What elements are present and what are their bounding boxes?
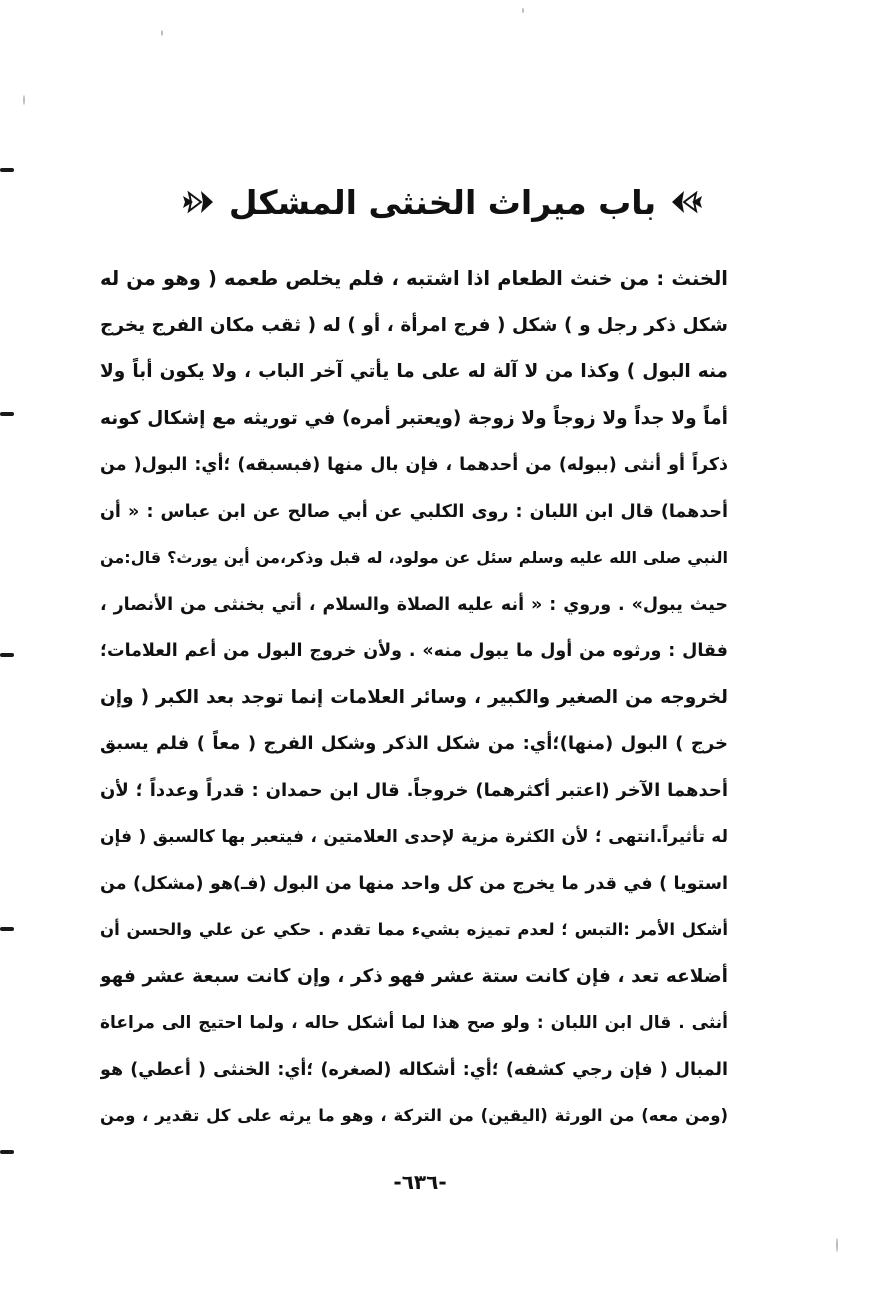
text-line: منه البول ) وكذا من لا آلة له على ما يأتي آخر الباب ، ولا يكون أباً ولا — [100, 361, 728, 382]
text-line: شكل ذكر رجل و ) شكل ( فرج امرأة ، أو ) له ( ثقب مكان الفرج يخرج — [100, 314, 728, 336]
text-line: المبال ( فإن رجي كشفه) ؛أي: أشكاله (لصغره) ؛أي: الخنثى ( أعطي) هو — [100, 1059, 728, 1080]
body-text — [100, 256, 728, 1156]
text-line: له تأثيراً.انتهى ؛ لأن الكثرة مزية لإحدى العلامتين ، فيتعبر بها كالسبق ( فإن — [100, 827, 728, 847]
ornament-left-icon — [181, 187, 215, 217]
scan-speck — [836, 1238, 838, 1252]
scan-speck — [522, 8, 524, 13]
text-line: الخنث : من خنث الطعام اذا اشتبه ، فلم يخلص طعمه ( وهو من له — [100, 267, 728, 290]
text-line: لخروجه من الصغير والكبير ، وسائر العلامات إنما توجد بعد الكبر ( وإن — [100, 686, 728, 708]
ornament-right-icon — [670, 187, 704, 217]
text-line: (ومن معه) من الورثة (اليقين) من التركة ، وهو ما يرثه على كل تقدير ، ومن — [100, 1106, 728, 1125]
margin-mark — [0, 1150, 14, 1154]
text-line: ذكراً أو أنثى (ببوله) من أحدهما ، فإن بال منها (فبسبقه) ؛أي: البول( من — [100, 455, 728, 475]
scan-speck — [161, 30, 163, 36]
page-number: -٦٣٦- — [393, 1170, 447, 1194]
text-line: أماً ولا جداً ولا زوجاً ولا زوجة (ويعتبر أمره) في توريثه مع إشكال كونه — [100, 407, 728, 429]
text-line: استويا ) في قدر ما يخرج من كل واحد منها من البول (فـ)هو (مشكل) من — [100, 873, 728, 894]
section-heading — [160, 172, 725, 232]
text-line: فقال : ورثوه من أول ما يبول منه» . ولأن خروج البول من أعم العلامات؛ — [100, 641, 728, 661]
text-line: أحدهما) قال ابن اللبان : روى الكلبي عن أبي صالح عن ابن عباس : « أن — [100, 501, 728, 522]
margin-mark — [0, 653, 14, 657]
text-line: أضلاعه تعد ، فإن كانت ستة عشر فهو ذكر ، وإن كانت سبعة عشر فهو — [100, 965, 728, 987]
heading-title: باب ميراث الخنثى المشكل — [228, 182, 657, 222]
margin-mark — [0, 927, 14, 931]
text-line: حيث يبول» . وروي : « أنه عليه الصلاة والسلام ، أتي بخنثى من الأنصار ، — [100, 594, 728, 615]
text-line: أنثى . قال ابن اللبان : ولو صح هذا لما أشكل حاله ، ولما احتيج الى مراعاة — [100, 1013, 728, 1033]
text-line: خرج ) البول (منها)؛أي: من شكل الذكر وشكل الفرج ( معاً ) فلم يسبق — [100, 733, 728, 754]
text-line: أشكل الأمر :التبس ؛ لعدم تميزه بشيء مما تقدم . حكي عن علي والحسن أن — [100, 920, 728, 939]
text-line: أحدهما الآخر (اعتبر أكثرهما) خروجاً. قال ابن حمدان : قدراً وعدداً ؛ لأن — [100, 779, 728, 801]
scan-speck — [23, 95, 25, 105]
margin-mark — [0, 412, 14, 416]
text-line: النبي صلى الله عليه وسلم سئل عن مولود، له قبل وذكر،من أين يورث؟ قال:من — [100, 548, 728, 567]
margin-mark — [0, 168, 14, 172]
